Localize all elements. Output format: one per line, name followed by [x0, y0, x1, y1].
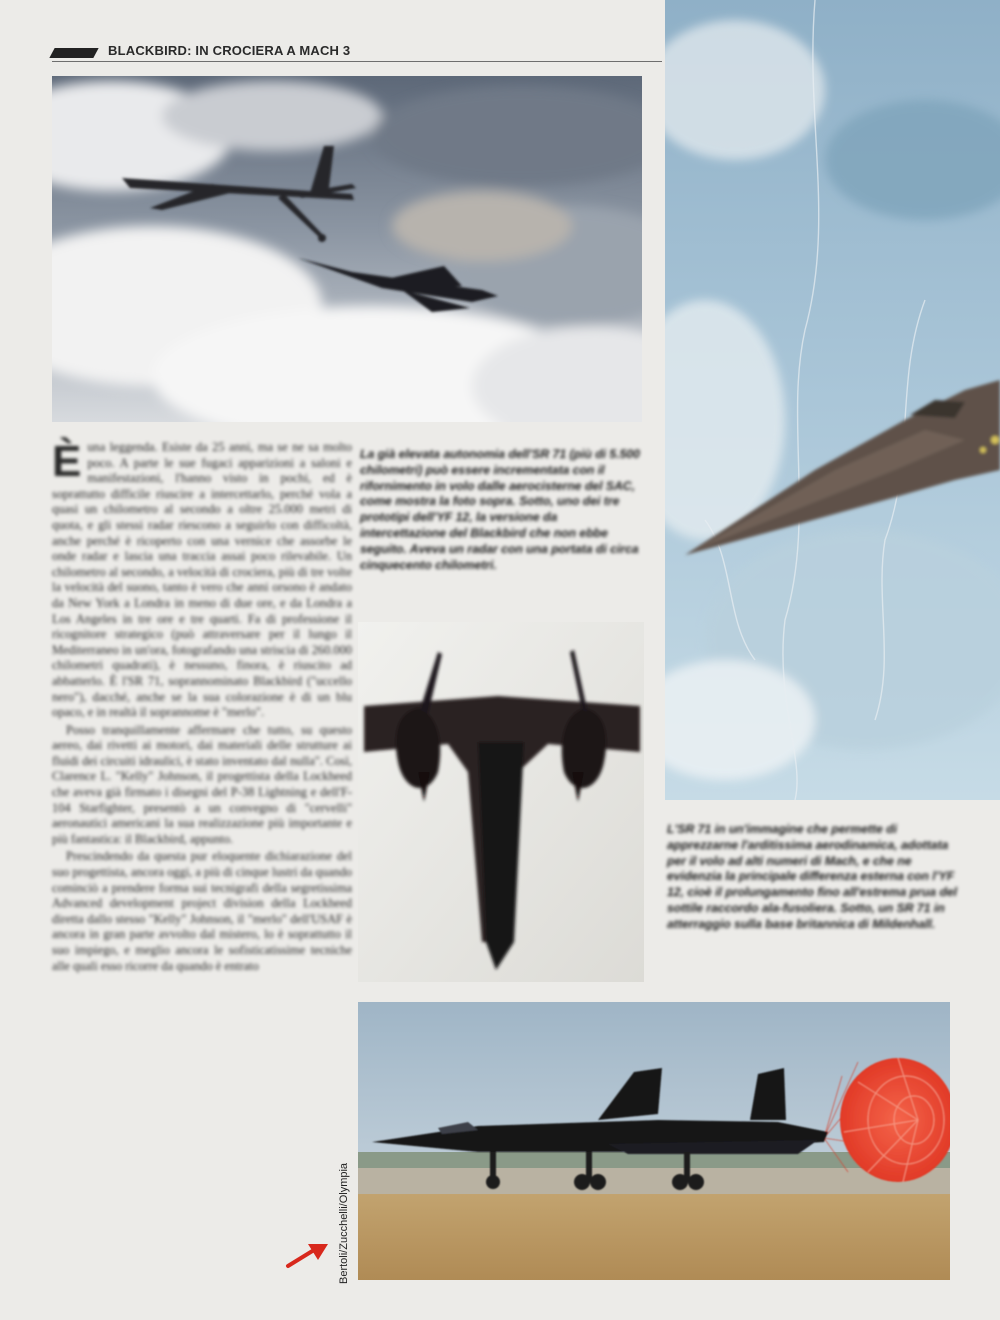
photo-credit: Bertoli/Zucchelli/Olympia [338, 1162, 350, 1284]
paragraph [52, 437, 352, 721]
header-rule [52, 61, 662, 62]
photo-credit-wrap [338, 1162, 352, 1320]
paragraph-text: una leggenda. Esiste da 25 anni, ma se ne sa molto poco. A parte le sue fugaci apparizioni a saloni e manifestazioni, l'hanno visto in pochi, ed è soprattutto difficile riuscire a intercettarlo, perché vola a quasi un chilometro al secondo a oltre 25.000 metri di quota, e gli stessi radar riescono a seguirlo con difficoltà, anche perché è ricoperto con una vernice che assorbe le onde radar e lascia una traccia assai poco rilevabile. Un chilometro al secondo, a velocità di crociera, più di tre volte la velocità del suono, tanto è vero che anni orsono è andato da New York a Londra in meno di due ore, e da Londra a Los Angeles in tre ore e tre quarti. Fa di professione il ricognitore strategico (può attraversare per il lungo il Mediterraneo in un'ora, fotografando una striscia di 260.000 chilometri quadrati), è nessuno, finora, è riuscito ad abbatterlo. È l'SR 71, soprannominato Blackbird ("uccello nero"), dacché, anche se la sua colorazione è di un blu opaco, e in realtà il soprannome è "merlo". [52, 440, 352, 720]
paragraph: Posso tranquillamente affermare che tutto, su questo aereo, dai rivetti ai motori, dai materiali delle strutture ai fluidi dei circuiti idraulici, è stato inventato dal nulla". Così, Clarence L. "Kelly" Johnson, il progettista della Lockheed che aveva già firmato i disegni del P-38 Lightning e dell'F-104 Starfighter, presentò a un convegno di "cervelli" aeronautici americani la sua realizzazione più importante e più fantastica: il Blackbird, appunto. [52, 722, 352, 846]
yf12-underside-photo [358, 622, 644, 982]
caption-sr71: L'SR 71 in un'immagine che permette di apprezzarne l'arditissima aerodinamica, adottata per il volo ad alti numeri di Mach, e che ne evidenzia la principale differenza esterna con l'YF 12, cioè il prolungamento fino all'estrema prua del sottile raccordo ala-fusoliera. Sotto, un SR 71 in atterraggio sulla base britannica di Mildenhall. [667, 822, 958, 931]
caption-refueling: La già elevata autonomia dell'SR 71 (più di 5.500 chilometri) può essere incrementata con il rifornimento in volo dalle aerocisterne del SAC, come mostra la foto sopra. Sotto, uno dei tre prototipi dell'YF 12, la versione da intercettazione del Blackbird che non ebbe seguito. Aveva un radar con una portata di circa cinquecento chilometri. [360, 447, 640, 572]
sr71-landing-parachute-photo [358, 1002, 950, 1280]
sr71-topview-photo [665, 0, 1000, 800]
article-body [52, 437, 352, 974]
red-arrow-icon [284, 1240, 330, 1270]
dropcap: È [52, 437, 82, 486]
running-header [52, 40, 662, 64]
header-title: BLACKBIRD: IN CROCIERA A MACH 3 [108, 43, 351, 58]
header-mark [49, 48, 98, 58]
aerial-refueling-photo [52, 76, 642, 422]
paragraph: Prescindendo da questa pur eloquente dichiarazione del suo progettista, ancora oggi, a più di cinque lustri da quando cominciò a prendere forma sui tecnigrafi della segretissima Advanced development project division della Lockheed diretta dallo stesso "Kelly" Johnson, il "merlo" dell'USAF è ancora in gran parte avvolto dal mistero, lo è soprattutto il suo impiego, e meglio ancora le sofisticatissime tecniche alle quali esso ricorre da quando è entrato [52, 849, 352, 973]
